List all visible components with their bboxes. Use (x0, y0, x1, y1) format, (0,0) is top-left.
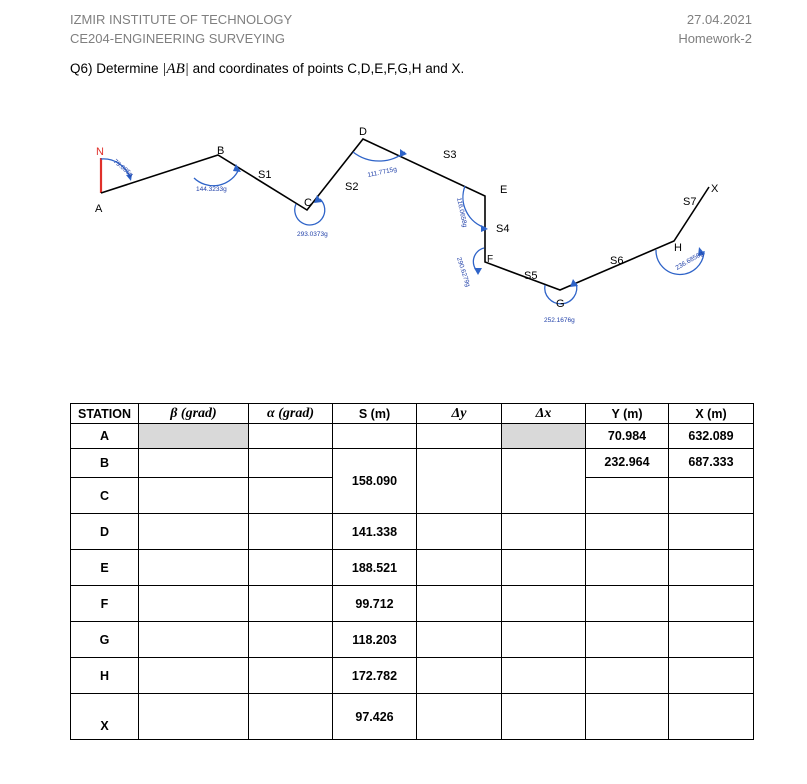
beta-cell (139, 449, 249, 478)
segment-s6: S6 (610, 255, 624, 267)
question-math: |AB| (162, 61, 189, 77)
y-cell: 232.964 (586, 449, 669, 478)
s-cell: 99.712 (333, 586, 417, 622)
beta-cell (139, 478, 249, 514)
beta-cell (139, 694, 249, 740)
station-cell: E (71, 550, 139, 586)
segment-s2: S2 (345, 181, 359, 193)
dx-cell (502, 449, 586, 514)
x-cell: 687.333 (669, 449, 754, 478)
header-row (71, 404, 754, 424)
x-cell: 632.089 (669, 424, 754, 449)
s-cell: 188.521 (333, 550, 417, 586)
header-right (678, 10, 752, 48)
segment-s7: S7 (683, 196, 697, 208)
label-e: E (500, 184, 508, 196)
institute-name: IZMIR INSTITUTE OF TECHNOLOGY (70, 12, 293, 27)
label-x: X (711, 183, 719, 195)
dy-cell (417, 424, 502, 449)
s-cell: 172.782 (333, 658, 417, 694)
s-cell: 158.090 (333, 449, 417, 514)
alpha-cell (249, 586, 333, 622)
angle-arc-d (353, 152, 405, 161)
x-cell (669, 550, 754, 586)
station-row (71, 694, 754, 712)
station-row (71, 550, 754, 568)
col-dx-label: Δx (535, 405, 552, 421)
station-cell: D (71, 514, 139, 550)
beta-cell (139, 424, 249, 449)
angle-label-a: 79.085g (111, 158, 135, 179)
col-x: X (m) (669, 404, 754, 424)
label-a: A (95, 203, 103, 215)
alpha-cell (249, 550, 333, 586)
col-alpha-label: α (grad) (266, 405, 315, 421)
question-text (70, 61, 464, 78)
dx-cell (502, 424, 586, 449)
station-cell: H (71, 658, 139, 694)
x-cell (669, 622, 754, 658)
y-cell (586, 586, 669, 622)
station-row (71, 514, 754, 532)
station-cell: B (71, 449, 139, 478)
col-y: Y (m) (586, 404, 669, 424)
y-cell (586, 550, 669, 586)
beta-cell (139, 586, 249, 622)
label-b: B (217, 145, 225, 157)
arrow-f (474, 268, 482, 275)
alpha-cell (249, 424, 333, 449)
angle-label-h: 236.6856g (674, 250, 705, 272)
y-cell (586, 478, 669, 514)
traverse-line (101, 139, 709, 290)
angle-arc-b (194, 169, 239, 186)
station-row (71, 449, 754, 461)
segment-s3: S3 (443, 149, 457, 161)
assignment-name: Homework-2 (678, 31, 752, 46)
station-cell: G (71, 622, 139, 658)
x-cell (669, 694, 754, 740)
angle-label-d: 111.7715g (366, 165, 398, 179)
beta-cell (139, 550, 249, 586)
dx-cell (502, 514, 586, 550)
col-dy-label: Δy (451, 405, 467, 421)
course-name: CE204-ENGINEERING SURVEYING (70, 31, 286, 46)
segment-s4: S4 (496, 223, 510, 235)
s-cell: 118.203 (333, 622, 417, 658)
angle-label-f: 290.6279g (455, 256, 472, 288)
station-cell: C (71, 478, 139, 514)
dy-cell (417, 694, 502, 740)
question-prefix: Q6) Determine (70, 61, 163, 76)
station-row (71, 586, 754, 604)
y-cell (586, 694, 669, 740)
alpha-cell (249, 514, 333, 550)
alpha-cell (249, 622, 333, 658)
label-d: D (359, 126, 367, 138)
label-h: H (674, 242, 682, 254)
dy-cell (417, 622, 502, 658)
segment-s5: S5 (524, 270, 538, 282)
x-cell (669, 586, 754, 622)
arrow-d (400, 149, 407, 157)
col-dy (417, 404, 502, 424)
question-suffix: and coordinates of points C,D,E,F,G,H and X. (188, 61, 465, 76)
y-cell: 70.984 (586, 424, 669, 449)
dx-cell (502, 658, 586, 694)
traverse-table (70, 403, 754, 740)
angle-label-b: 144.3233g (196, 186, 227, 193)
dy-cell (417, 550, 502, 586)
label-f: F (487, 254, 494, 265)
station-row (71, 658, 754, 676)
label-g: G (556, 298, 565, 310)
col-dx (502, 404, 586, 424)
dx-cell (502, 622, 586, 658)
dx-cell (502, 550, 586, 586)
col-alpha (249, 404, 333, 424)
col-s: S (m) (333, 404, 417, 424)
dx-cell (502, 586, 586, 622)
s-cell: 97.426 (333, 694, 417, 740)
col-beta (139, 404, 249, 424)
header-left (70, 10, 292, 48)
dy-cell (417, 449, 502, 514)
alpha-cell (249, 449, 333, 478)
dx-cell (502, 694, 586, 740)
beta-cell (139, 514, 249, 550)
dy-cell (417, 586, 502, 622)
alpha-cell (249, 658, 333, 694)
beta-cell (139, 622, 249, 658)
segment-s1: S1 (258, 169, 272, 181)
label-north: N (96, 146, 104, 158)
x-cell (669, 658, 754, 694)
y-cell (586, 622, 669, 658)
col-beta-label: β (grad) (170, 405, 217, 421)
alpha-cell (249, 694, 333, 740)
station-row (71, 622, 754, 640)
s-cell (333, 424, 417, 449)
col-station: STATION (71, 404, 139, 424)
angle-label-c: 293.0373g (297, 231, 328, 238)
y-cell (586, 514, 669, 550)
x-cell (669, 514, 754, 550)
traverse-diagram (0, 110, 807, 340)
x-cell (669, 478, 754, 514)
beta-cell (139, 658, 249, 694)
station-row (71, 424, 754, 449)
y-cell (586, 658, 669, 694)
dy-cell (417, 658, 502, 694)
label-c: C (304, 197, 312, 209)
angle-label-g: 252.1676g (544, 317, 575, 324)
date: 27.04.2021 (686, 12, 752, 27)
alpha-cell (249, 478, 333, 514)
station-cell: X (71, 694, 139, 740)
station-cell: F (71, 586, 139, 622)
station-cell: A (71, 424, 139, 449)
dy-cell (417, 514, 502, 550)
angle-label-e: 116.0658g (455, 196, 469, 229)
s-cell: 141.338 (333, 514, 417, 550)
